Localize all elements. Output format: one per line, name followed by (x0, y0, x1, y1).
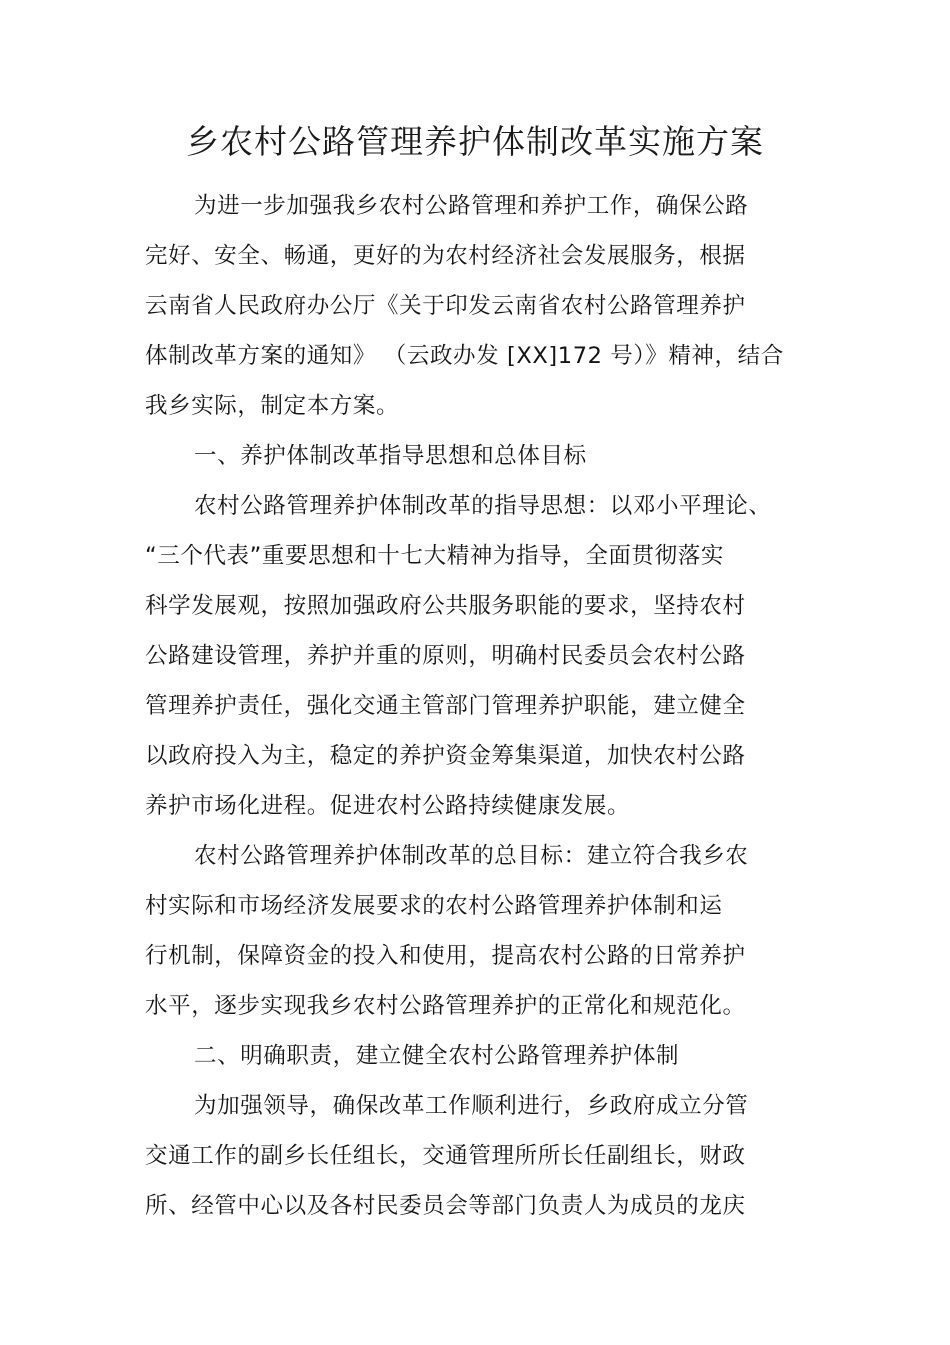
paragraph-line: 管理养护责任，强化交通主管部门管理养护职能，建立健全 (145, 693, 746, 719)
paragraph-line: 所、经管中心以及各村民委员会等部门负责人为成员的龙庆 (145, 1193, 746, 1219)
paragraph-line: 为进一步加强我乡农村公路管理和养护工作，确保公路 (194, 193, 749, 219)
paragraph-line: 农村公路管理养护体制改革的指导思想：以邓小平理论、 (194, 493, 772, 519)
paragraph-line: 农村公路管理养护体制改革的总目标：建立符合我乡农 (194, 843, 749, 869)
paragraph-line: 科学发展观，按照加强政府公共服务职能的要求，坚持农村 (145, 593, 746, 619)
section-heading: 二、明确职责，建立健全农村公路管理养护体制 (194, 1043, 680, 1069)
paragraph-line: 云南省人民政府办公厅《关于印发云南省农村公路管理养护 (145, 293, 746, 319)
paragraph-line: 交通工作的副乡长任组长，交通管理所所长任副组长，财政 (145, 1143, 746, 1169)
paragraph-line: 以政府投入为主，稳定的养护资金筹集渠道，加快农村公路 (145, 743, 746, 769)
paragraph-line: 水平，逐步实现我乡农村公路管理养护的正常化和规范化。 (145, 993, 746, 1019)
paragraph-line: “三个代表”重要思想和十七大精神为指导，全面贯彻落实 (145, 543, 724, 569)
paragraph-line: 为加强领导，确保改革工作顺利进行，乡政府成立分管 (194, 1093, 749, 1119)
section-heading: 一、养护体制改革指导思想和总体目标 (194, 443, 587, 469)
paragraph-line: 完好、安全、畅通，更好的为农村经济社会发展服务，根据 (145, 243, 746, 269)
paragraph-line: 村实际和市场经济发展要求的农村公路管理养护体制和运 (145, 893, 723, 919)
document-title: 乡农村公路管理养护体制改革实施方案 (186, 122, 764, 161)
paragraph-line: 体制改革方案的通知》 （云政办发 [XX]172 号）》精神，结合 (145, 343, 784, 369)
paragraph-line: 我乡实际，制定本方案。 (145, 393, 400, 419)
paragraph-line: 公路建设管理，养护并重的原则，明确村民委员会农村公路 (145, 643, 746, 669)
paragraph-line: 养护市场化进程。促进农村公路持续健康发展。 (145, 793, 631, 819)
paragraph-line: 行机制，保障资金的投入和使用，提高农村公路的日常养护 (145, 943, 746, 969)
